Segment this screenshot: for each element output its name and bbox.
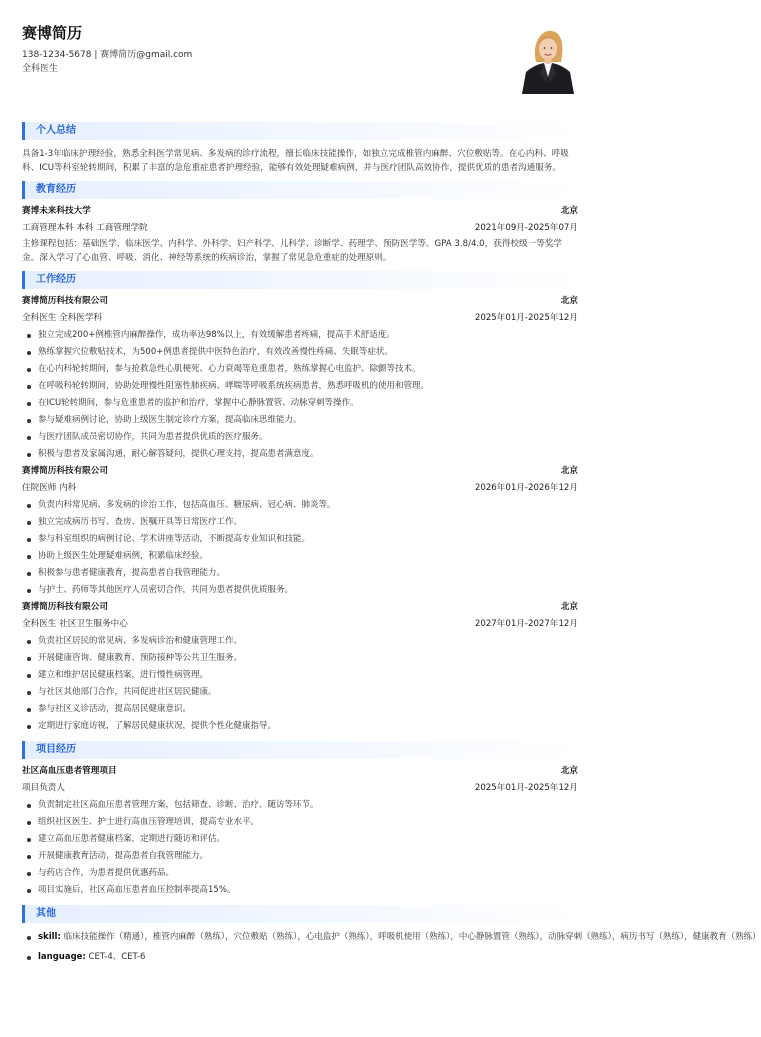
candidate-name: 赛博简历 (22, 24, 83, 42)
work-dates: 2027年01月-2027年12月 (474, 619, 578, 629)
list-item: 积极与患者及家属沟通，耐心解答疑问，提供心理支持，提高患者满意度。 (22, 446, 578, 463)
list-item: 项目实施后，社区高血压患者血压控制率提高15%。 (22, 882, 578, 899)
skill-label: skill: (38, 932, 61, 942)
work-dates: 2026年01月-2026年12月 (474, 483, 578, 493)
summary-text: 具备1-3年临床护理经验，熟悉全科医学常见病、多发病的诊疗流程，擅长临床技能操作，如独立完成椎管内麻醉、穴位敷贴等。在心内科、呼吸科、ICU等科室轮转期间，积累了丰富的急危重症患者护理经验，能够有效处理疑难病例，并与医疗团队高效协作，提供优质的患者沟通服务。 (22, 149, 569, 173)
work-dates: 2025年01月-2025年12月 (474, 313, 578, 323)
list-item: 熟练掌握穴位敷贴技术，为500+例患者提供中医特色治疗，有效改善慢性疼痛、失眠等症状。 (22, 344, 578, 361)
list-item: 开展健康咨询、健康教育、预防接种等公共卫生服务。 (22, 650, 578, 667)
work-entry (22, 293, 578, 463)
list-item: 与药店合作，为患者提供优惠药品。 (22, 865, 578, 882)
project-name: 社区高血压患者管理项目 (22, 766, 117, 776)
other-list (22, 929, 761, 966)
work-role: 全科医生 全科医学科 (22, 313, 103, 323)
list-item: 建立和维护居民健康档案，进行慢性病管理。 (22, 667, 578, 684)
section-title-summary: 个人总结 (22, 122, 578, 140)
list-item: 独立完成200+例椎管内麻醉操作，成功率达98%以上，有效缓解患者疼痛，提高手术舒适度。 (22, 327, 578, 344)
section-title-education: 教育经历 (22, 181, 578, 199)
list-item: 在呼吸科轮转期间，协助处理慢性阻塞性肺疾病、哮喘等呼吸系统疾病患者，熟悉呼吸机的使用和管理。 (22, 378, 578, 395)
work-role: 住院医师 内科 (22, 483, 77, 493)
project-dates: 2025年01月-2025年12月 (474, 783, 578, 793)
skill-value: 临床技能操作（精通），椎管内麻醉（熟练），穴位敷贴（熟练），心电监护（熟练），呼吸机使用（熟练），中心静脉置管（熟练），动脉穿刺（熟练），病历书写（熟练），健康教育（熟练） (63, 932, 761, 942)
work-location: 北京 (560, 296, 578, 306)
work-location: 北京 (560, 466, 578, 476)
work-location: 北京 (560, 602, 578, 612)
list-item: 积极参与患者健康教育，提高患者自我管理能力。 (22, 565, 578, 582)
language-item (22, 949, 578, 966)
list-item: 负责内科常见病、多发病的诊治工作，包括高血压、糖尿病、冠心病、肺炎等。 (22, 497, 578, 514)
skill-item (22, 929, 761, 946)
company-name: 赛博简历科技有限公司 (22, 602, 108, 612)
list-item: 在ICU轮转期间，参与危重患者的监护和治疗，掌握中心静脉置管、动脉穿刺等操作。 (22, 395, 578, 412)
list-item: 与社区其他部门合作，共同促进社区居民健康。 (22, 684, 578, 701)
project-role: 项目负责人 (22, 783, 65, 793)
work-entry (22, 463, 578, 599)
project-entry (22, 763, 578, 899)
school-name: 赛博未来科技大学 (22, 206, 91, 216)
list-item: 负责制定社区高血压患者管理方案，包括筛查、诊断、治疗、随访等环节。 (22, 797, 578, 814)
list-item: 负责社区居民的常见病、多发病诊治和健康管理工作。 (22, 633, 578, 650)
language-label: language: (38, 952, 86, 962)
company-name: 赛博简历科技有限公司 (22, 296, 108, 306)
list-item: 在心内科轮转期间，参与抢救急性心肌梗死、心力衰竭等危重患者，熟练掌握心电监护、除颤等技术。 (22, 361, 578, 378)
school-location: 北京 (560, 206, 578, 216)
section-title-other: 其他 (22, 905, 578, 923)
list-item: 参与社区义诊活动，提高居民健康意识。 (22, 701, 578, 718)
education-entry (22, 203, 578, 265)
avatar (518, 22, 578, 94)
work-role: 全科医生 社区卫生服务中心 (22, 619, 128, 629)
section-title-work: 工作经历 (22, 271, 578, 289)
list-item: 与医疗团队成员密切协作，共同为患者提供优质的医疗服务。 (22, 429, 578, 446)
list-item: 开展健康教育活动，提高患者自我管理能力。 (22, 848, 578, 865)
language-value: CET-4、CET-6 (88, 952, 146, 962)
list-item: 独立完成病历书写、查房、医嘱开具等日常医疗工作。 (22, 514, 578, 531)
company-name: 赛博简历科技有限公司 (22, 466, 108, 476)
list-item: 建立高血压患者健康档案，定期进行随访和评估。 (22, 831, 578, 848)
work-entry (22, 599, 578, 735)
resume-header (22, 22, 578, 116)
project-location: 北京 (560, 766, 578, 776)
section-title-projects: 项目经历 (22, 741, 578, 759)
degree: 工商管理本科 本科 工商管理学院 (22, 223, 148, 233)
list-item: 定期进行家庭访视，了解居民健康状况，提供个性化健康指导。 (22, 718, 578, 735)
list-item: 与护士、药师等其他医疗人员密切合作，共同为患者提供优质服务。 (22, 582, 578, 599)
list-item: 参与疑难病例讨论，协助上级医生制定诊疗方案，提高临床思维能力。 (22, 412, 578, 429)
job-title: 全科医生 (22, 64, 59, 74)
list-item: 协助上级医生处理疑难病例，积累临床经验。 (22, 548, 578, 565)
education-dates: 2021年09月-2025年07月 (474, 223, 578, 233)
contact-info: 138-1234-5678 | 赛博简历@gmail.com (22, 50, 193, 60)
profile-photo (518, 22, 578, 94)
education-description: 主修课程包括：基础医学、临床医学、内科学、外科学、妇产科学、儿科学、诊断学、药理学、预防医学等。GPA 3.8/4.0，获得校级一等奖学金。深入学习了心血管、呼吸、消化、神经等系统的疾病诊治，掌握了常见急危重症的处理原则。 (22, 239, 562, 263)
list-item: 参与科室组织的病例讨论、学术讲座等活动，不断提高专业知识和技能。 (22, 531, 578, 548)
list-item: 组织社区医生、护士进行高血压管理培训，提高专业水平。 (22, 814, 578, 831)
